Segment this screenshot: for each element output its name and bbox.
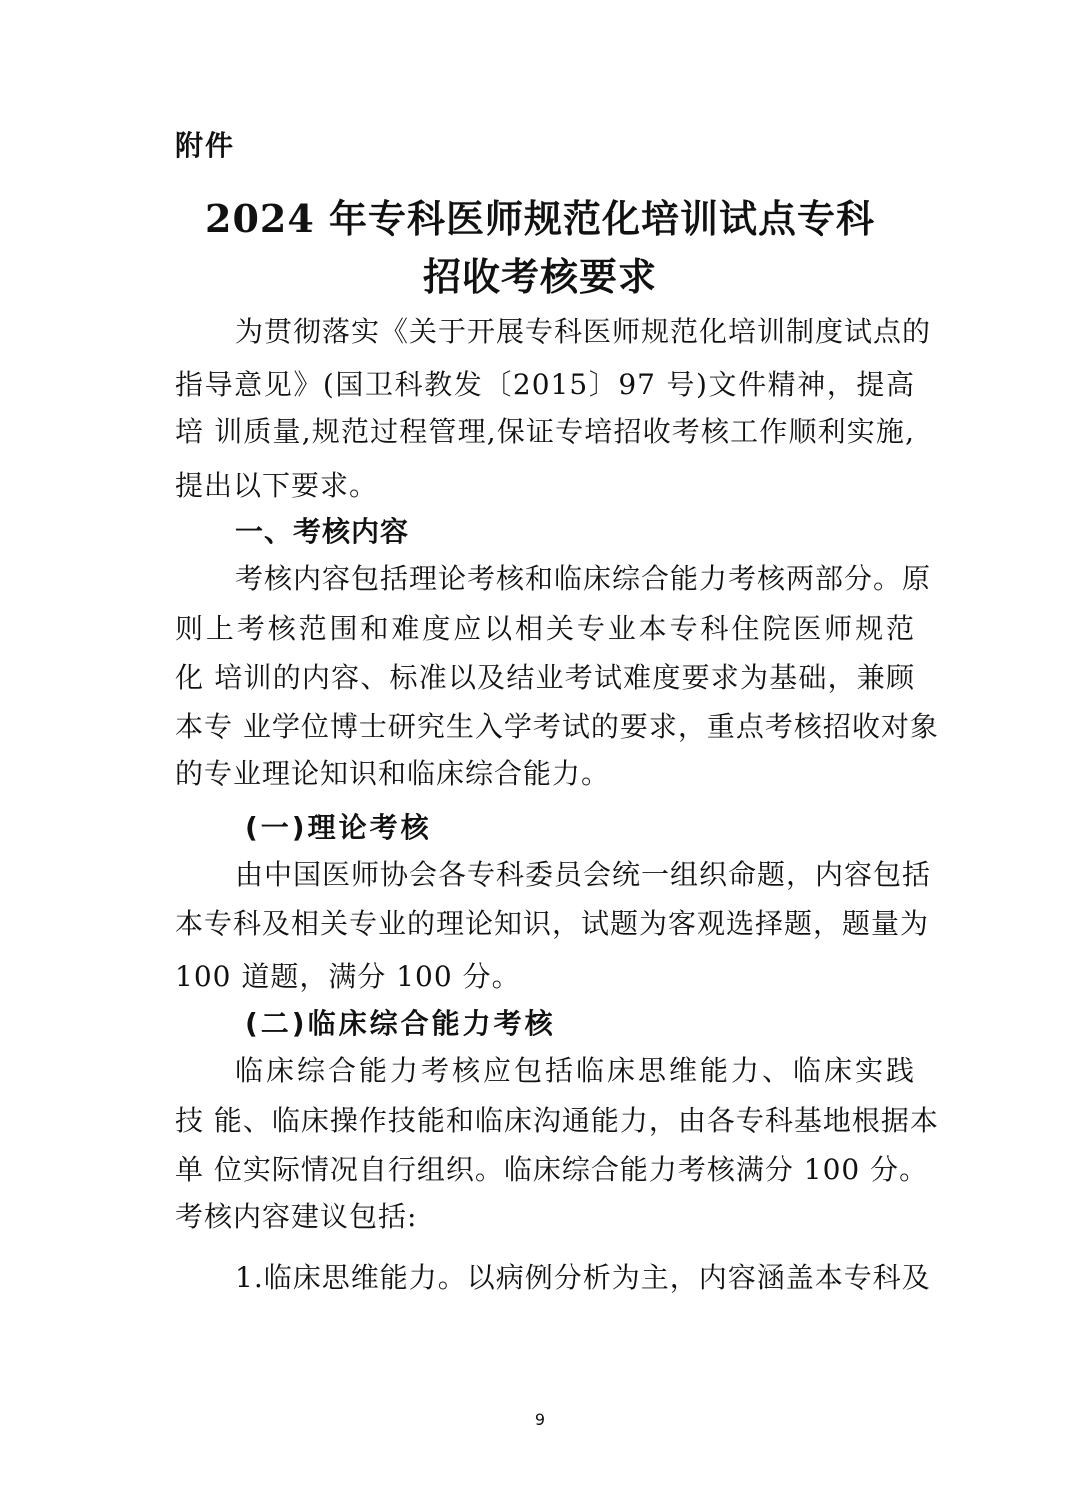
intro-line: 培 训质量,规范过程管理,保证专培招收考核工作顺利实施, [175,415,915,448]
subsection-body-line: 本专科及相关专业的理论知识，试题为客观选择题，题量为 [175,907,930,940]
subsection-heading: (一)理论考核 [245,811,432,844]
subsection-body-line: 技 能、临床操作技能和临床沟通能力，由各专科基地根据本 [175,1104,939,1137]
subsection-body-line: 临床综合能力考核应包括临床思维能力、临床实践 [235,1054,915,1087]
section-heading: 一、考核内容 [235,515,410,548]
subsection-body-line: 单 位实际情况自行组织。临床综合能力考核满分 100 分。 [175,1153,929,1186]
list-item: 1.临床思维能力。以病例分析为主，内容涵盖本专科及 [235,1261,931,1294]
section-body-line: 化 培训的内容、标准以及结业考试难度要求为基础，兼顾 [175,661,915,694]
document-title-line1: 2024 年专科医师规范化培训试点专科 [205,196,875,241]
subsection-heading: (二)临床综合能力考核 [245,1007,556,1040]
section-body-line: 则上考核范围和难度应以相关专业本专科住院医师规范 [175,612,915,645]
intro-line: 提出以下要求。 [175,469,379,502]
subsection-body-line: 100 道题，满分 100 分。 [175,960,521,993]
document-title-line2: 招收考核要求 [422,254,657,299]
section-body-line: 本专 业学位博士研究生入学考试的要求，重点考核招收对象 [175,710,939,743]
attachment-label: 附件 [175,129,236,162]
subsection-body-line: 由中国医师协会各专科委员会统一组织命题，内容包括 [235,858,932,891]
page-number: 9 [534,1410,546,1429]
subsection-body-line: 考核内容建议包括: [175,1200,418,1233]
intro-line: 为贯彻落实《关于开展专科医师规范化培训制度试点的 [235,315,932,348]
section-body-line: 考核内容包括理论考核和临床综合能力考核两部分。原 [235,562,932,595]
intro-line: 指导意见》(国卫科教发〔2015〕97 号)文件精神，提高 [175,368,915,401]
section-body-line: 的专业理论知识和临床综合能力。 [175,757,611,790]
